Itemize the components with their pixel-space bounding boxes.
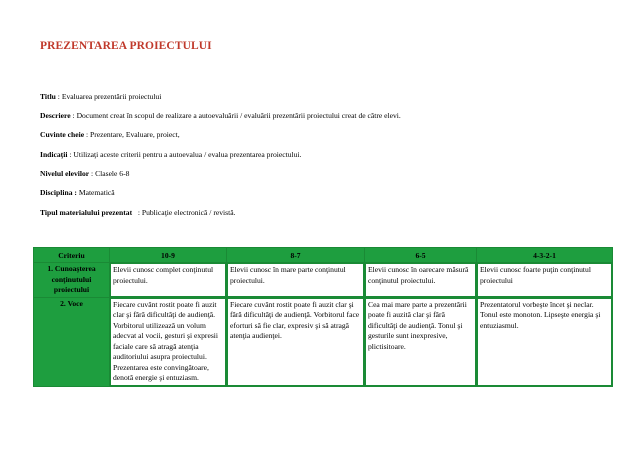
header-score: 6-5 (365, 248, 476, 262)
field-value: Utilizaţi aceste criterii pentru a autoevalua / evalua prezentarea proiectului. (73, 150, 302, 159)
rubric-cell: Elevii cunosc în mare parte conţinutul proiectului. (227, 263, 364, 297)
field-label: Titlu (40, 92, 56, 101)
field-value: Prezentare, Evaluare, proiect, (90, 130, 180, 139)
field-value: Evaluarea prezentării proiectului (61, 92, 162, 101)
field-value: Document creat în scopul de realizare a autoevaluării / evaluării prezentării proiectului creat de către elevi. (76, 111, 401, 120)
field-title (40, 92, 161, 101)
rubric-cell: Fiecare cuvânt rostit poate fi auzit clar şi fără dificultăţi de audienţă. Vorbitorul face eforturi să fie clar, expresiv şi să atragă atenţia audienţei. (227, 298, 364, 386)
field-value: Matematică (78, 188, 115, 197)
field-instructions (40, 150, 301, 159)
rubric-cell: Fiecare cuvânt rostit poate fi auzit clar şi fără dificultăţi de audienţă. Vorbitorul utilizează un volum adecvat al vocii, gesturi şi expresii faciale care să atragă atenţia auditoriului asupra proiectului. Prezentarea este convingătoare, denotă energie şi entuziasm. (110, 298, 226, 386)
field-description (40, 111, 401, 120)
header-score: 10-9 (110, 248, 226, 262)
field-level (40, 169, 129, 178)
field-label: Disciplina : (40, 188, 77, 197)
field-material-type (40, 208, 235, 217)
field-sep: : (132, 208, 142, 217)
header-criterion: Criteriu (34, 248, 109, 262)
rubric-table (33, 247, 613, 387)
field-sep: : (55, 92, 62, 101)
rubric-cell: Elevii cunosc foarte puţin conţinutul proiectului (477, 263, 612, 297)
field-discipline (40, 188, 115, 197)
field-sep: : (89, 169, 96, 178)
field-label: Nivelul elevilor (40, 169, 90, 178)
rubric-cell: Elevii cunosc complet conţinutul proiectului. (110, 263, 226, 297)
field-label: Descriere (40, 111, 71, 120)
field-keywords (40, 130, 180, 139)
rubric-cell: Cea mai mare parte a prezentării poate fi auzită clar şi fără dificultăţi de audienţă. Tonul şi gesturile sunt inexpresive, plictisitoare. (365, 298, 476, 386)
field-sep: : (67, 150, 74, 159)
field-label: Tipul materialului prezentat (40, 208, 133, 217)
field-sep: : (84, 130, 91, 139)
field-sep: : (70, 111, 77, 120)
field-label: Indicaţii (40, 150, 68, 159)
field-value: Publicaţie electronică / revistă. (141, 208, 236, 217)
table-header-row (34, 248, 612, 262)
field-value: Clasele 6-8 (95, 169, 130, 178)
document-title: PREZENTAREA PROIECTULUI (40, 40, 212, 52)
rubric-cell: Prezentatorul vorbeşte încet şi neclar. Tonul este monoton. Lipseşte energia şi entuziasmul. (477, 298, 612, 386)
criterion-cell: 1. Cunoaşterea conţinutului proiectului (34, 263, 109, 297)
header-score: 4-3-2-1 (477, 248, 612, 262)
field-label: Cuvinte cheie (40, 130, 85, 139)
table-row (34, 298, 612, 386)
criterion-cell: 2. Voce (34, 298, 109, 386)
header-score: 8-7 (227, 248, 364, 262)
table-row (34, 263, 612, 297)
rubric-cell: Elevii cunosc în oarecare măsură conţinutul proiectului. (365, 263, 476, 297)
